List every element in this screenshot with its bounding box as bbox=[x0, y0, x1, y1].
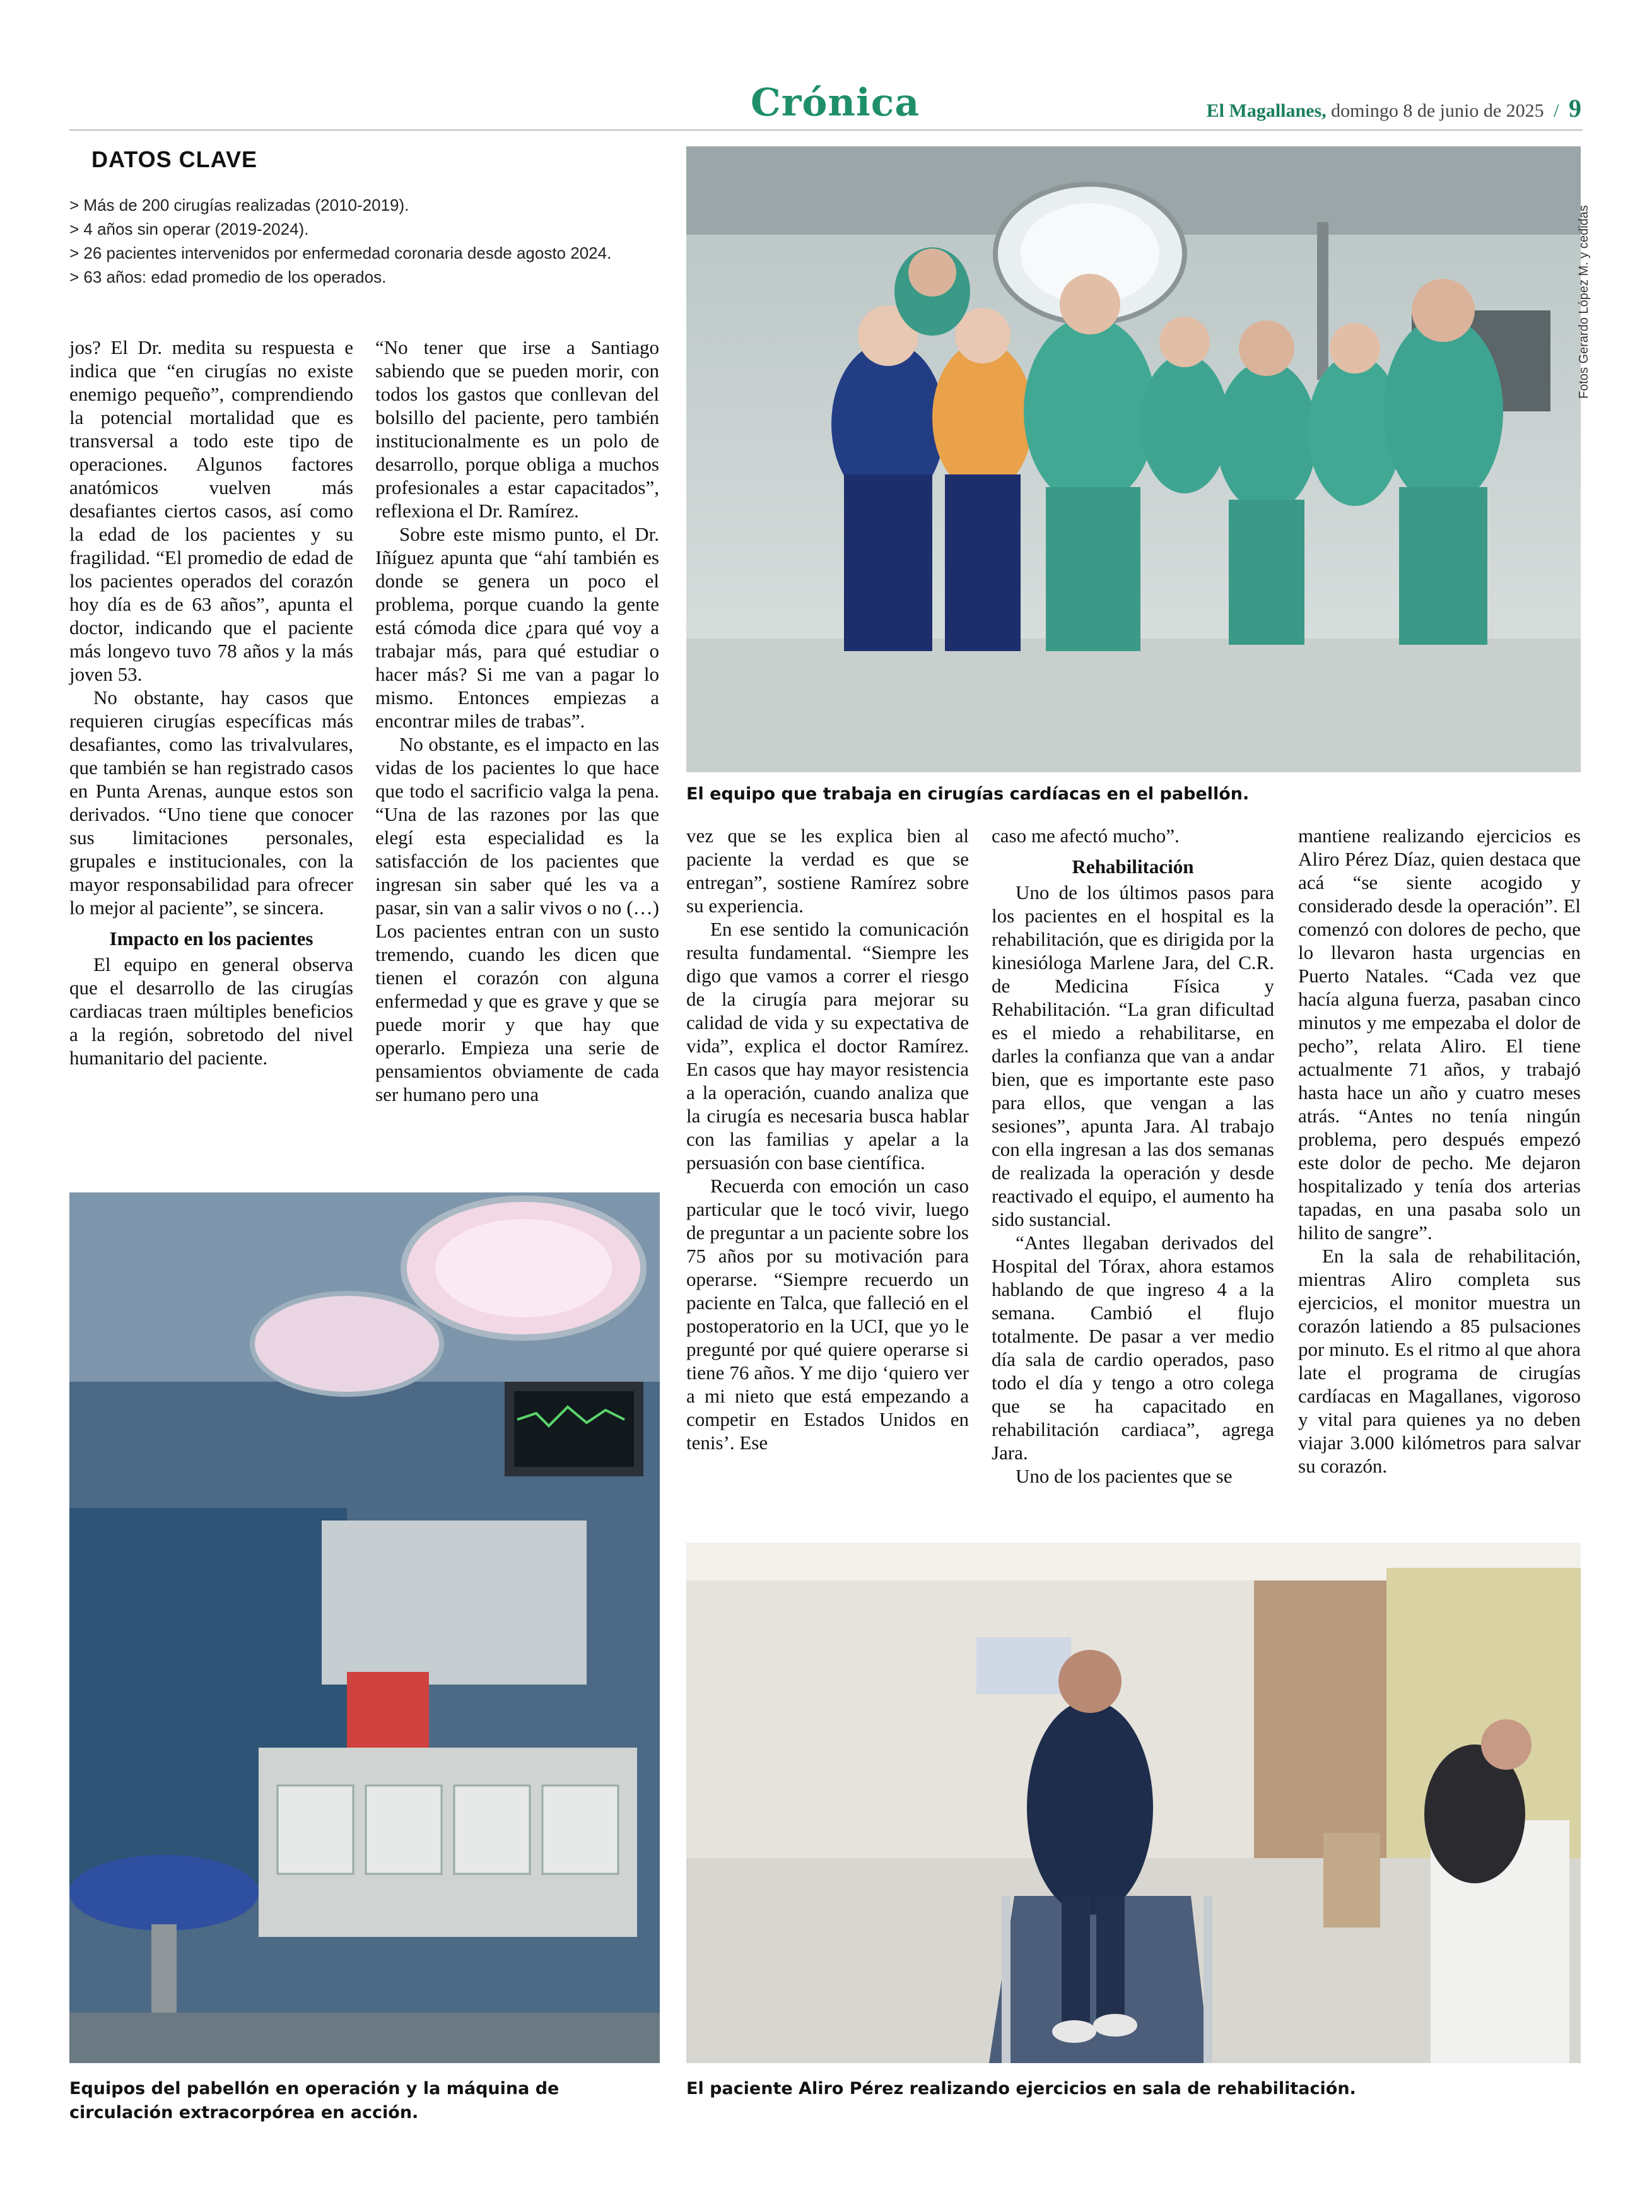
team-photo bbox=[686, 146, 1581, 772]
article-column-4 bbox=[992, 824, 1274, 1488]
datos-clave-item: > 4 años sin operar (2019-2024). bbox=[69, 220, 309, 238]
paragraph: caso me afectó mucho”. bbox=[992, 825, 1180, 847]
publication-name: El Magallanes, bbox=[1206, 100, 1327, 121]
datos-clave-item: > 63 años: edad promedio de los operados. bbox=[69, 268, 387, 286]
section-title: Crónica bbox=[751, 81, 920, 125]
paragraph: En ese sentido la comunicación resulta fundamental. “Siempre les digo que vamos a correr el riesgo de la cirugía para mejorar su calidad de vida y su expectativa de vida”, explica el doctor Ramírez. En casos que hay mayor resistencia a la operación, cuando analiza que la cirugía es necesaria busca hablar con las familias y apelar a la persuasión con base científica. bbox=[686, 918, 969, 1174]
header-separator: / bbox=[1554, 100, 1559, 121]
subheading-rehabilitacion: Rehabilitación bbox=[1072, 856, 1194, 878]
paragraph: En la sala de rehabilitación, mientras Aliro completa sus ejercicios, el monitor muestra un corazón latiendo a 85 pulsaciones por minuto. Es el ritmo al que ahora late el programa de cirugías cardíacas en Magallanes, vigoroso y vital para quienes ya no deben viajar 3.000 kilómetros para salvar su corazón. bbox=[1298, 1245, 1581, 1477]
rehab-photo-caption: El paciente Aliro Pérez realizando ejercicios en sala de rehabilitación. bbox=[686, 2079, 1356, 2098]
article-column-5 bbox=[1298, 824, 1581, 1478]
paragraph: Uno de los últimos pasos para los pacientes en el hospital es la rehabilitación, que es dirigida por la kinesióloga Marlene Jara, del C.R. de Medicina Física y Rehabilitación. “La gran dificultad es el miedo a rehabilitarse, en darles la confianza que van a andar bien, que es importante este paso para ellos, que vengan a las sesiones”, apunta Jara. Al trabajo con ella ingresan a las dos semanas de realizada la operación y desde reactivado el equipo, el aumento ha sido sustancial. bbox=[992, 881, 1274, 1230]
team-photo-caption: El equipo que trabaja en cirugías cardíacas en el pabellón. bbox=[686, 784, 1250, 804]
team-photo-image bbox=[686, 146, 1581, 772]
paragraph: mantiene realizando ejercicios es Aliro Pérez Díaz, quien destaca que acá “se siente acogido y considerado desde la operación”. El comenzó con dolores de pecho, que lo llevaron hasta urgencias en Puerto Natales. “Cada vez que hacía alguna fuerza, pasaban cinco minutos y me empezaba el dolor de pecho”, relata Aliro. El tiene actualmente 71 años, y trabajó hasta hace un año y cuatro meses atrás. “Antes no tenía ningún problema, pero después empezó este dolor de pecho. Me dejaron hospitalizado y tenía dos arterias tapadas, en una pasaba solo un hilito de sangre”. bbox=[1298, 825, 1581, 1244]
subheading-impacto: Impacto en los pacientes bbox=[109, 927, 313, 950]
paragraph: El equipo en general observa que el desarrollo de las cirugías cardiacas traen múltiples beneficios a la región, sobretodo del nivel humanitario del paciente. bbox=[69, 953, 353, 1069]
article-column-2 bbox=[375, 336, 659, 1106]
photo-credit: Fotos Gerardo López M. y cedidas bbox=[1577, 205, 1591, 399]
operating-room-caption: Equipos del pabellón en operación y la máquina de circulación extracorpórea en acción. bbox=[69, 2079, 559, 2122]
header-rule bbox=[69, 129, 1583, 131]
paragraph: vez que se les explica bien al paciente la verdad es que se entregan”, sostiene Ramírez sobre su experiencia. bbox=[686, 825, 969, 917]
paragraph: “No tener que irse a Santiago sabiendo que se pueden morir, con todos los gastos que conllevan del bolsillo del paciente, pero también institucionalmente es un polo de desarrollo, porque obliga a muchos profesionales a estar capacitados”, reflexiona el Dr. Ramírez. bbox=[375, 336, 659, 522]
paragraph: No obstante, hay casos que requieren cirugías específicas más desafiantes, como las trivalvulares, que también se han registrado casos en Punta Arenas, aunque estos son derivados. “Uno tiene que conocer sus limitaciones personales, grupales e institucionales, con la mayor responsabilidad para ofrecer lo mejor al paciente”, se sincera. bbox=[69, 686, 353, 919]
article-column-1 bbox=[69, 336, 353, 1069]
paragraph: Sobre este mismo punto, el Dr. Iñíguez apunta que “ahí también es donde se genera un poco el problema, porque cuando la gente está cómoda dice ¿para qué voy a trabajar más, para qué estudiar o hacer más? Si me van a pagar lo mismo. Entonces empiezas a encontrar miles de trabas”. bbox=[375, 523, 659, 732]
operating-room-image bbox=[69, 1192, 660, 2063]
datos-clave-title: DATOS CLAVE bbox=[91, 146, 258, 172]
paragraph: Uno de los pacientes que se bbox=[1016, 1465, 1233, 1487]
header-publication-line bbox=[1207, 93, 1581, 123]
datos-clave-item: > 26 pacientes intervenidos por enfermedad coronaria desde agosto 2024. bbox=[69, 244, 612, 262]
datos-clave-item: > Más de 200 cirugías realizadas (2010-2019). bbox=[69, 196, 409, 215]
paragraph: Recuerda con emoción un caso particular que le tocó vivir, luego de preguntar a un paciente sobre los 75 años por su motivación para operarse. “Siempre recuerdo un paciente en Talca, que falleció en el postoperatorio en la UCI, que yo le pregunté por qué quiere operarse si tiene 76 años. Y me dijo ‘quiero ver a mi nieto que está empezando a competir en Estados Unidos en tenis’. Ese bbox=[686, 1175, 969, 1454]
article-column-3 bbox=[686, 824, 969, 1454]
rehab-photo bbox=[686, 1543, 1581, 2063]
paragraph: jos? El Dr. medita su respuesta e indica que “en cirugías no existe enemigo pequeño”, comprendiendo la potencial mortalidad que es transversal a todo este tipo de operaciones. Algunos factores anatómicos vuelven más desafiantes ciertos casos, así como la edad de los pacientes y su fragilidad. “El promedio de edad de los pacientes operados del corazón hoy día es de 63 años”, apunta el doctor, indicando que el paciente más longevo tuvo 78 años y la más joven 53. bbox=[69, 336, 353, 685]
rehab-image bbox=[686, 1543, 1581, 2063]
publication-date: domingo 8 de junio de 2025 bbox=[1331, 100, 1544, 121]
datos-clave-list bbox=[69, 193, 675, 289]
operating-room-photo bbox=[69, 1192, 660, 2063]
paragraph: No obstante, es el impacto en las vidas de los pacientes lo que hace que todo el sacrificio valga la pena. “Una de las razones por las que elegí esta especialidad es la satisfacción de los pacientes que ingresan sin saber qué les va a pasar, sin van a salir vivos o no (…) Los pacientes entran con un susto tremendo, cuando les dicen que tienen el corazón con alguna enfermedad y que es grave y que se puede morir y que hay que operarlo. Empieza una serie de pensamientos obviamente de cada ser humano pero una bbox=[375, 733, 659, 1105]
page-number: 9 bbox=[1569, 94, 1581, 122]
paragraph: “Antes llegaban derivados del Hospital del Tórax, ahora estamos hablando de que ingreso 4 a la semana. Cambió el flujo totalmente. De pasar a ver medio día sala de cardio operados, paso todo el día y tengo a otro colega que se ha capacitado en rehabilitación cardiaca”, agrega Jara. bbox=[992, 1232, 1274, 1464]
